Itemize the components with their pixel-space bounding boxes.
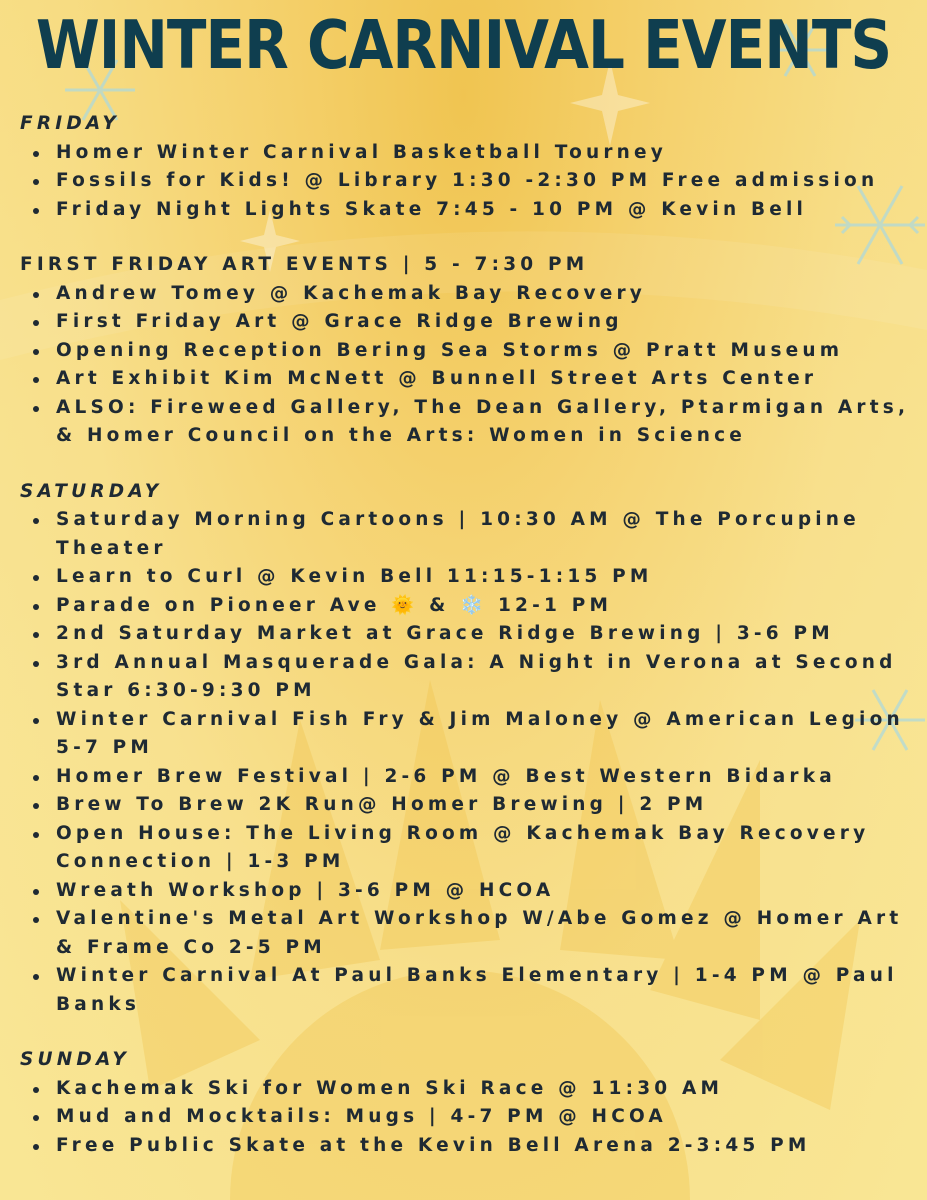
section-heading: FRIDAY	[20, 113, 120, 134]
list-item: Mud and Mocktails: Mugs | 4-7 PM @ HCOA	[20, 1103, 910, 1132]
list-item: 3rd Annual Masquerade Gala: A Night in Verona at Second Star 6:30-9:30 PM	[20, 649, 910, 706]
list-item: Friday Night Lights Skate 7:45 - 10 PM @ Kevin Bell	[20, 196, 910, 225]
section-heading: FIRST FRIDAY ART EVENTS | 5 - 7:30 PM	[20, 254, 589, 275]
section-first-friday	[20, 251, 910, 451]
list-item: Kachemak Ski for Women Ski Race @ 11:30 AM	[20, 1075, 910, 1104]
list-item: Open House: The Living Room @ Kachemak Bay Recovery Connection | 1-3 PM	[20, 820, 910, 877]
list-item: Winter Carnival At Paul Banks Elementary | 1-4 PM @ Paul Banks	[20, 962, 910, 1019]
list-item: Fossils for Kids! @ Library 1:30 -2:30 PM Free admission	[20, 167, 910, 196]
list-item: ALSO: Fireweed Gallery, The Dean Gallery, Ptarmigan Arts, & Homer Council on the Arts: Women in Science	[20, 394, 910, 451]
event-list	[20, 110, 910, 1187]
section-heading: SATURDAY	[20, 480, 163, 502]
page-title: WINTER CARNIVAL EVENTS	[35, 6, 892, 85]
list-item: Art Exhibit Kim McNett @ Bunnell Street Arts Center	[20, 365, 910, 394]
list-item: Homer Winter Carnival Basketball Tourney	[20, 139, 910, 168]
section-heading: SUNDAY	[20, 1049, 130, 1070]
section-sunday	[20, 1046, 910, 1160]
list-item: Saturday Morning Cartoons | 10:30 AM @ The Porcupine Theater	[20, 506, 910, 563]
list-item: First Friday Art @ Grace Ridge Brewing	[20, 308, 910, 337]
event-items	[20, 1075, 910, 1161]
list-item: Learn to Curl @ Kevin Bell 11:15-1:15 PM	[20, 563, 910, 592]
list-item: Homer Brew Festival | 2-6 PM @ Best Western Bidarka	[20, 763, 910, 792]
event-items	[20, 139, 910, 225]
event-items	[20, 506, 910, 1019]
list-item: Opening Reception Bering Sea Storms @ Pratt Museum	[20, 337, 910, 366]
list-item: Valentine's Metal Art Workshop W/Abe Gomez @ Homer Art & Frame Co 2-5 PM	[20, 905, 910, 962]
list-item: Free Public Skate at the Kevin Bell Arena 2-3:45 PM	[20, 1132, 910, 1161]
section-friday	[20, 110, 910, 224]
list-item: Wreath Workshop | 3-6 PM @ HCOA	[20, 877, 910, 906]
list-item: Parade on Pioneer Ave 🌞 & ❄️ 12-1 PM	[20, 592, 910, 621]
list-item: Brew To Brew 2K Run@ Homer Brewing | 2 PM	[20, 791, 910, 820]
list-item: Winter Carnival Fish Fry & Jim Maloney @ American Legion 5-7 PM	[20, 706, 910, 763]
section-saturday	[20, 478, 910, 1020]
list-item: 2nd Saturday Market at Grace Ridge Brewing | 3-6 PM	[20, 620, 910, 649]
list-item: Andrew Tomey @ Kachemak Bay Recovery	[20, 280, 910, 309]
event-items	[20, 280, 910, 451]
